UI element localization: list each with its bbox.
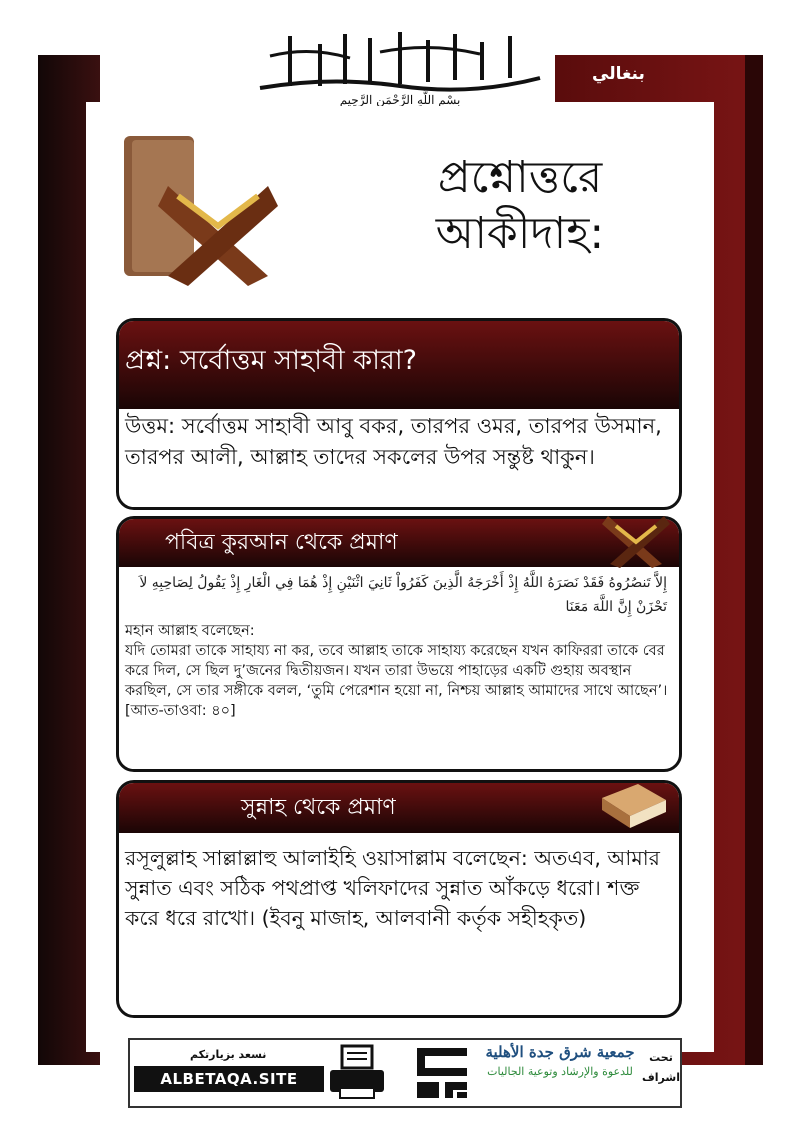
quran-card [116, 516, 682, 772]
page-title: প্রশ্নোত্তরে আকীদাহ: [435, 152, 605, 259]
frame-right-edge [745, 55, 763, 1065]
printer-icon [328, 1044, 386, 1102]
basmala-text: بِسْمِ اللَّهِ الرَّحْمَنِ الرَّحِيمِ [339, 93, 461, 106]
tahta-text: تحت [649, 1051, 673, 1064]
question-card [116, 318, 682, 510]
footer-bar [128, 1038, 682, 1108]
answer-text: উত্তম: সর্বোত্তম সাহাবী আবু বকর, তারপর ওমর, তারপর উসমান, তারপর আলী, আল্লাহ তাদের সকলের উপর সন্তুষ্ট থাকুন। [125, 414, 662, 469]
kufic-logo [413, 1044, 471, 1102]
quran-ayah: إِلاَّ تَنصُرُوهُ فَقَدْ نَصَرَهُ اللَّهُ إِذْ أَخْرَجَهُ الَّذِينَ كَفَرُواْ ثَانِيَ اثْنَيْنِ إِذْ هُمَا فِي الْغَارِ إِذْ يَقُولُ لِصَاحِبِهِ لاَ تَحْزَنْ إِنَّ اللَّهَ مَعَنَا [139, 575, 667, 615]
quran-heading: পবিত্র কুরআন থেকে প্রমাণ [119, 519, 679, 567]
sunnah-text: রসূলুল্লাহ সাল্লাল্লাহু আলাইহি ওয়াসাল্লাম বলেছেন: অতএব, আমার সুন্নাত এবং সঠিক পথপ্রাপ্ত খলিফাদের সুন্নাত আঁকড়ে ধরো। শক্ত করে ধরে রাখো। (ইবনু মাজাহ, আলবানী কর্তৃক সহীহকৃত) [125, 846, 660, 930]
language-label-en: Bengali [118, 64, 182, 84]
book-icon [598, 778, 670, 832]
sunnah-heading: সুন্নাহ থেকে প্রমাণ [119, 783, 679, 833]
book-stand-icon [118, 126, 288, 296]
quran-intro: মহান আল্লাহ বলেছেন: [125, 623, 255, 639]
quran-translation: যদি তোমরা তাকে সাহায্য না কর, তবে আল্লাহ তাকে সাহায্য করেছেন যখন কাফিররা তাকে বের করে দিল, সে ছিল দু’জনের দ্বিতীয়জন। যখন তারা উভয়ে পাহাড়ের একটি গুহায় অবস্থান করছিল, সে তার সঙ্গীকে বলল, ‘তুমি পেরেশান হয়ো না, নিশ্চয় আল্লাহ আমাদের সাথে আছেন’। [আত-তাওবা: ৪০] [125, 643, 668, 719]
organization-subtitle: للدعوة والإرشاد وتوعية الجاليات [487, 1065, 633, 1078]
supervision-label [642, 1048, 680, 1088]
language-label-ar: بنغالي [592, 64, 645, 84]
visit-text: نسعد بزيارتكم [190, 1048, 267, 1061]
ishraf-text: اشراف [642, 1071, 680, 1084]
basmala-calligraphy [250, 16, 550, 106]
question-heading: প্রশ্ন: সর্বোত্তম সাহাবী কারা? [119, 321, 679, 409]
quran-stand-icon [602, 512, 670, 568]
organization-name: جمعية شرق جدة الأهلية [485, 1043, 635, 1061]
site-link[interactable]: ALBETAQA.SITE [134, 1066, 324, 1092]
organization-logo [485, 1042, 635, 1104]
